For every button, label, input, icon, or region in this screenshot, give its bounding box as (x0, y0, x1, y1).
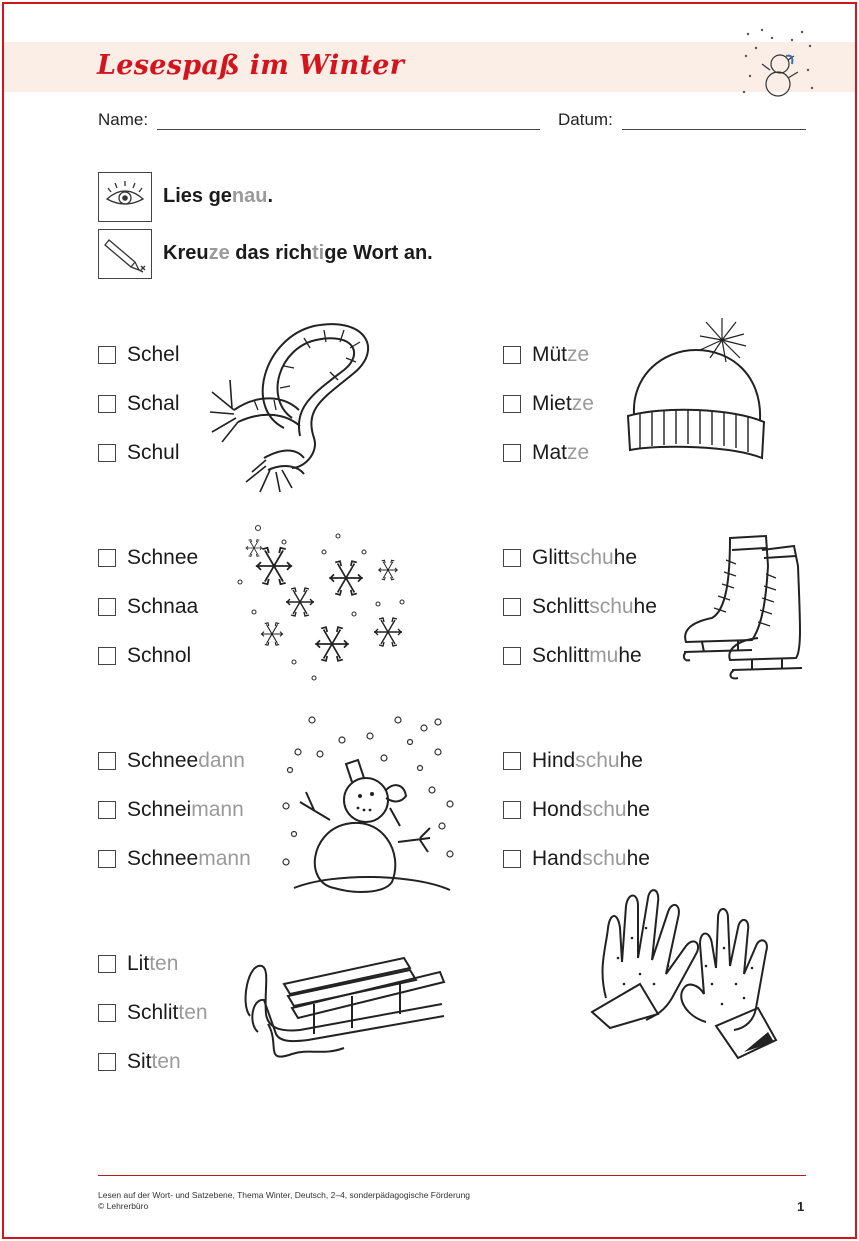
instruction-part: Lies ge (163, 185, 232, 207)
option-sled-1[interactable] (98, 952, 178, 976)
instruction-part: ge Wort an. (324, 242, 433, 264)
option-word (127, 392, 180, 416)
footer-rule (98, 1175, 806, 1176)
option-gloves-1[interactable] (503, 749, 643, 773)
syllable: Schnol (127, 644, 192, 667)
checkbox[interactable] (503, 598, 521, 616)
checkbox[interactable] (98, 395, 116, 413)
option-word (127, 749, 245, 773)
syllable: he (626, 798, 650, 821)
option-word (532, 392, 594, 416)
instruction-part-grey: ti (311, 242, 325, 264)
syllable: Schnee (127, 546, 199, 569)
option-snow-3[interactable] (98, 644, 191, 668)
sled-illustration (240, 944, 446, 1066)
syllable-grey: ze (567, 441, 590, 464)
checkbox[interactable] (98, 1004, 116, 1022)
instruction-part: . (267, 185, 274, 207)
option-gloves-2[interactable] (503, 798, 650, 822)
option-word (127, 1050, 181, 1074)
option-scarf-3[interactable] (98, 441, 180, 465)
option-word (532, 798, 650, 822)
checkbox[interactable] (503, 647, 521, 665)
instruction-part-grey: ze (208, 242, 230, 264)
option-skates-2[interactable] (503, 595, 657, 619)
option-gloves-3[interactable] (503, 847, 650, 871)
option-scarf-2[interactable] (98, 392, 180, 416)
option-snowman-2[interactable] (98, 798, 244, 822)
syllable-grey: mu (589, 644, 619, 667)
syllable: Hind (532, 749, 576, 772)
instruction-cross (163, 242, 433, 265)
syllable: he (618, 644, 642, 667)
gloves-illustration (588, 888, 784, 1068)
option-skates-3[interactable] (503, 644, 642, 668)
syllable-grey: dann (198, 749, 245, 772)
option-snow-1[interactable] (98, 546, 198, 570)
option-hat-1[interactable] (503, 343, 589, 367)
syllable: Schlitt (532, 644, 590, 667)
syllable: Hond (532, 798, 583, 821)
checkbox[interactable] (98, 549, 116, 567)
checkbox[interactable] (98, 850, 116, 868)
footer-text (98, 1190, 470, 1212)
syllable: Schul (127, 441, 180, 464)
page-number: 1 (797, 1199, 805, 1214)
syllable: Schlit (127, 1001, 179, 1024)
option-word (127, 644, 191, 668)
option-word (127, 952, 178, 976)
checkbox[interactable] (98, 346, 116, 364)
instruction-read (163, 185, 273, 208)
option-hat-2[interactable] (503, 392, 594, 416)
syllable: Schnaa (127, 595, 199, 618)
syllable-grey: schu (569, 546, 614, 569)
syllable-grey: mann (198, 847, 251, 870)
option-word (127, 343, 180, 367)
pencil-icon-box (98, 229, 152, 279)
option-word (532, 441, 589, 465)
syllable: Hand (532, 847, 583, 870)
page-title: Lesespaß im Winter (97, 50, 405, 81)
snowman-corner-icon (742, 26, 816, 100)
option-word (532, 644, 642, 668)
option-word (127, 546, 198, 570)
option-snowman-3[interactable] (98, 847, 251, 871)
option-word (532, 847, 650, 871)
checkbox[interactable] (98, 647, 116, 665)
date-field[interactable] (622, 129, 806, 130)
option-word (532, 595, 657, 619)
syllable: Sit (127, 1050, 152, 1073)
checkbox[interactable] (98, 955, 116, 973)
checkbox[interactable] (503, 801, 521, 819)
checkbox[interactable] (503, 850, 521, 868)
syllable: he (613, 546, 638, 569)
option-word (127, 847, 251, 871)
syllable: Schnee (127, 749, 199, 772)
option-word (532, 343, 589, 367)
option-snowman-1[interactable] (98, 749, 245, 773)
syllable-grey: mann (191, 798, 244, 821)
syllable-grey: schu (582, 847, 627, 870)
syllable-grey: ze (571, 392, 594, 415)
checkbox[interactable] (98, 444, 116, 462)
syllable-grey: ten (149, 952, 179, 975)
checkbox[interactable] (503, 395, 521, 413)
option-scarf-1[interactable] (98, 343, 180, 367)
date-label: Datum: (558, 110, 613, 129)
snowman-illustration (274, 712, 466, 900)
footer-line-1: Lesen auf der Wort- und Satzebene, Thema Winter, Deutsch, 2–4, sonderpädagogische Förderung (98, 1190, 471, 1200)
instruction-part-grey: nau (231, 185, 268, 207)
name-field[interactable] (157, 129, 540, 130)
checkbox[interactable] (503, 549, 521, 567)
checkbox[interactable] (98, 598, 116, 616)
syllable: Müt (532, 343, 568, 366)
syllable-grey: ze (567, 343, 590, 366)
winter-hat-illustration (622, 318, 770, 470)
scarf-illustration (204, 318, 380, 494)
option-hat-3[interactable] (503, 441, 589, 465)
option-snow-2[interactable] (98, 595, 198, 619)
syllable: Glitt (532, 546, 570, 569)
syllable: he (633, 595, 657, 618)
checkbox[interactable] (503, 346, 521, 364)
option-sled-3[interactable] (98, 1050, 181, 1074)
ice-skates-illustration (682, 530, 816, 690)
checkbox[interactable] (98, 1053, 116, 1071)
syllable: Lit (127, 952, 150, 975)
instruction-part: das rich (229, 242, 312, 264)
syllable: Schlitt (532, 595, 590, 618)
checkbox[interactable] (98, 752, 116, 770)
checkbox[interactable] (503, 752, 521, 770)
pencil-icon (99, 230, 151, 278)
syllable-grey: schu (582, 798, 627, 821)
syllable-grey: ten (151, 1050, 181, 1073)
syllable: Schnee (127, 847, 199, 870)
checkbox[interactable] (503, 444, 521, 462)
snowflakes-illustration (234, 522, 412, 682)
option-word (127, 441, 180, 465)
option-word (127, 1001, 208, 1025)
option-word (532, 546, 637, 570)
footer-line-2: © Lehrerbüro (98, 1201, 149, 1211)
syllable: Schnei (127, 798, 192, 821)
option-word (127, 798, 244, 822)
syllable: Schal (127, 392, 180, 415)
option-sled-2[interactable] (98, 1001, 208, 1025)
eye-icon-box (98, 172, 152, 222)
syllable: Schel (127, 343, 180, 366)
option-word (532, 749, 643, 773)
name-label: Name: (98, 110, 149, 129)
syllable: he (626, 847, 650, 870)
syllable: Mat (532, 441, 568, 464)
eye-icon (99, 173, 151, 221)
syllable-grey: schu (575, 749, 620, 772)
syllable-grey: schu (589, 595, 634, 618)
instruction-part: Kreu (163, 242, 209, 264)
option-word (127, 595, 198, 619)
option-skates-1[interactable] (503, 546, 637, 570)
checkbox[interactable] (98, 801, 116, 819)
syllable-grey: ten (178, 1001, 208, 1024)
syllable: he (619, 749, 643, 772)
syllable: Miet (532, 392, 572, 415)
